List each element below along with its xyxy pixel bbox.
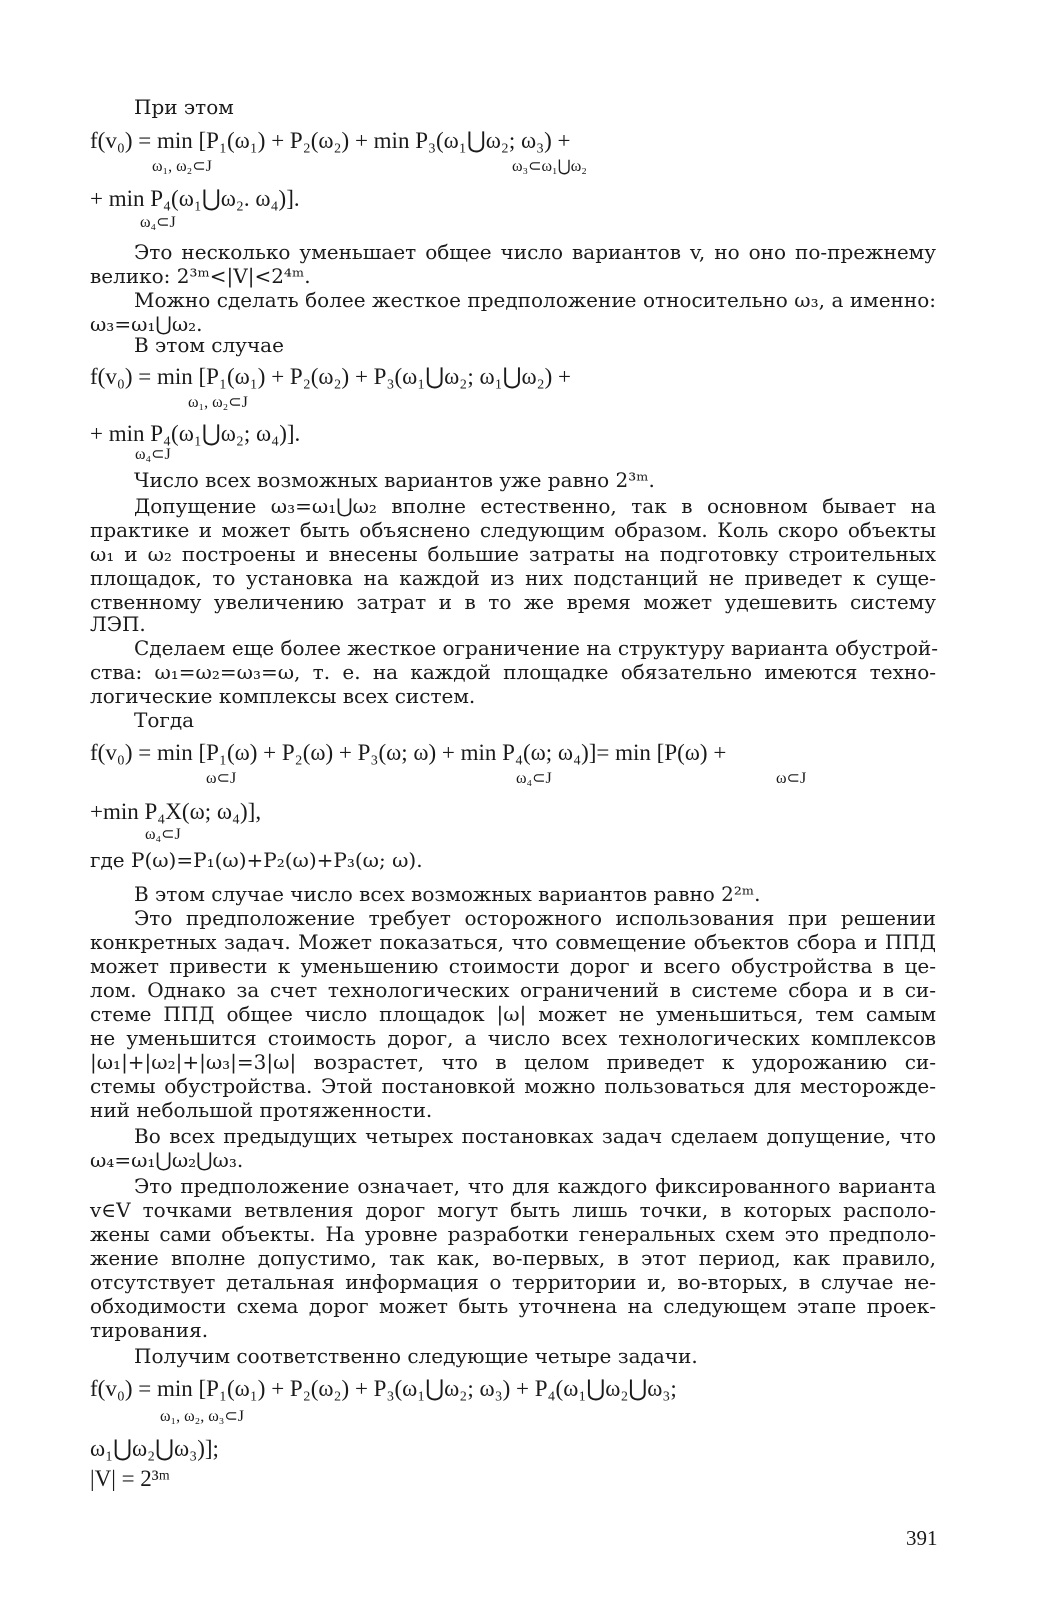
formula-subscript: ω₄⊂J — [516, 770, 552, 787]
text-line: v∈V точками ветвления дорог могут быть лишь точки, в которых располо- — [90, 1198, 936, 1222]
text-line: Это несколько уменьшает общее число вариантов v, но оно по-прежнему — [134, 240, 936, 264]
formula-line: f(v₀) = min [P₁(ω₁) + P₂(ω₂) + min P₃(ω₁⋃ω₂; ω₃) + — [90, 128, 571, 153]
text-line: стемы обустройства. Этой постановкой можно пользоваться для месторожде- — [90, 1074, 936, 1098]
text-line: отсутствует детальная информация о территории и, во-вторых, в случае не- — [90, 1270, 936, 1294]
formula-subscript: ω₁, ω₂⊂J — [152, 158, 212, 175]
text-line: конкретных задач. Может показаться, что совмещение объектов сбора и ППД — [90, 930, 936, 954]
text-line: При этом — [134, 95, 234, 119]
page-number: 391 — [906, 1526, 938, 1550]
formula-subscript: ω₁, ω₂, ω₃⊂J — [160, 1408, 244, 1425]
text-line: площадок, то установка на каждой из них подстанций не приведет к суще- — [90, 566, 936, 590]
text-line: где P(ω)=P₁(ω)+P₂(ω)+P₃(ω; ω). — [90, 848, 423, 872]
text-line: ний небольшой протяженности. — [90, 1098, 433, 1122]
text-line: Это предположение требует осторожного использования при решении — [134, 906, 936, 930]
text-line: ства: ω₁=ω₂=ω₃=ω, т. е. на каждой площадке обязательно имеются техно- — [90, 660, 936, 684]
text-line: практике и может быть объяснено следующим образом. Коль скоро объекты — [90, 518, 936, 542]
text-line: стеме ППД общее число площадок |ω| может не уменьшиться, тем самым — [90, 1002, 936, 1026]
formula-subscript: ω₃⊂ω₁⋃ω₂ — [512, 158, 587, 175]
formula-subscript: ω⊂J — [206, 770, 237, 787]
text-line: Получим соответственно следующие четыре задачи. — [134, 1344, 698, 1368]
text-line: Сделаем еще более жесткое ограничение на структуру варианта обустрой- — [134, 636, 938, 660]
text-line: ω₄=ω₁⋃ω₂⋃ω₃. — [90, 1148, 244, 1172]
text-line: ω₃=ω₁⋃ω₂. — [90, 312, 203, 336]
formula-line: f(v₀) = min [P₁(ω₁) + P₂(ω₂) + P₃(ω₁⋃ω₂; ω₃) + P₄(ω₁⋃ω₂⋃ω₃; — [90, 1376, 677, 1401]
formula-line: +min P₄X(ω; ω₄)], — [90, 799, 262, 824]
text-line: не уменьшится стоимость дорог, а число всех технологических комплексов — [90, 1026, 936, 1050]
formula-line: f(v₀) = min [P₁(ω) + P₂(ω) + P₃(ω; ω) + min P₄(ω; ω₄)]= min [P(ω) + — [90, 740, 727, 765]
text-line: В этом случае число всех возможных вариантов равно 2²ᵐ. — [134, 882, 761, 906]
text-line: может привести к уменьшению стоимости дорог и всего обустройства в це- — [90, 954, 936, 978]
formula-subscript: ω⊂J — [776, 770, 807, 787]
formula-subscript: ω₄⊂J — [135, 446, 171, 463]
formula-subscript: ω₁, ω₂⊂J — [188, 394, 248, 411]
text-line: |ω₁|+|ω₂|+|ω₃|=3|ω| возрастет, что в целом приведет к удорожанию си- — [90, 1050, 936, 1074]
text-line: ственному увеличению затрат и в то же время может удешевить систему — [90, 590, 936, 614]
text-line: Это предположение означает, что для каждого фиксированного варианта — [134, 1174, 936, 1198]
text-line: логические комплексы всех систем. — [90, 684, 476, 708]
formula-line: f(v₀) = min [P₁(ω₁) + P₂(ω₂) + P₃(ω₁⋃ω₂; ω₁⋃ω₂) + — [90, 364, 572, 389]
formula-line: ω₁⋃ω₂⋃ω₃)]; — [90, 1436, 219, 1461]
formula-line: |V| = 2³ᵐ — [90, 1466, 170, 1491]
formula-subscript: ω₄⊂J — [145, 826, 181, 843]
text-line: Можно сделать более жесткое предположение относительно ω₃, а именно: — [134, 288, 936, 312]
formula-line: + min P₄(ω₁⋃ω₂; ω₄)]. — [90, 421, 301, 446]
text-line: Во всех предыдущих четырех постановках задач сделаем допущение, что — [134, 1124, 936, 1148]
text-line: лом. Однако за счет технологических ограничений в системе сбора и в си- — [90, 978, 936, 1002]
formula-line: + min P₄(ω₁⋃ω₂. ω₄)]. — [90, 186, 300, 211]
text-line: Тогда — [134, 708, 195, 732]
text-line: В этом случае — [134, 333, 284, 357]
text-line: жение вполне допустимо, так как, во-первых, в этот период, как правило, — [90, 1246, 936, 1270]
text-line: Число всех возможных вариантов уже равно 2³ᵐ. — [134, 468, 655, 492]
text-line: ЛЭП. — [90, 612, 146, 636]
formula-subscript: ω₄⊂J — [140, 214, 176, 231]
text-line: ω₁ и ω₂ построены и внесены большие затраты на подготовку строительных — [90, 542, 936, 566]
text-line: Допущение ω₃=ω₁⋃ω₂ вполне естественно, так в основном бывает на — [134, 494, 936, 518]
text-line: тирования. — [90, 1318, 209, 1342]
text-line: велико: 2³ᵐ<|V|<2⁴ᵐ. — [90, 264, 311, 288]
text-line: обходимости схема дорог может быть уточнена на следующем этапе проек- — [90, 1294, 936, 1318]
text-line: жены сами объекты. На уровне разработки генеральных схем это предполо- — [90, 1222, 936, 1246]
